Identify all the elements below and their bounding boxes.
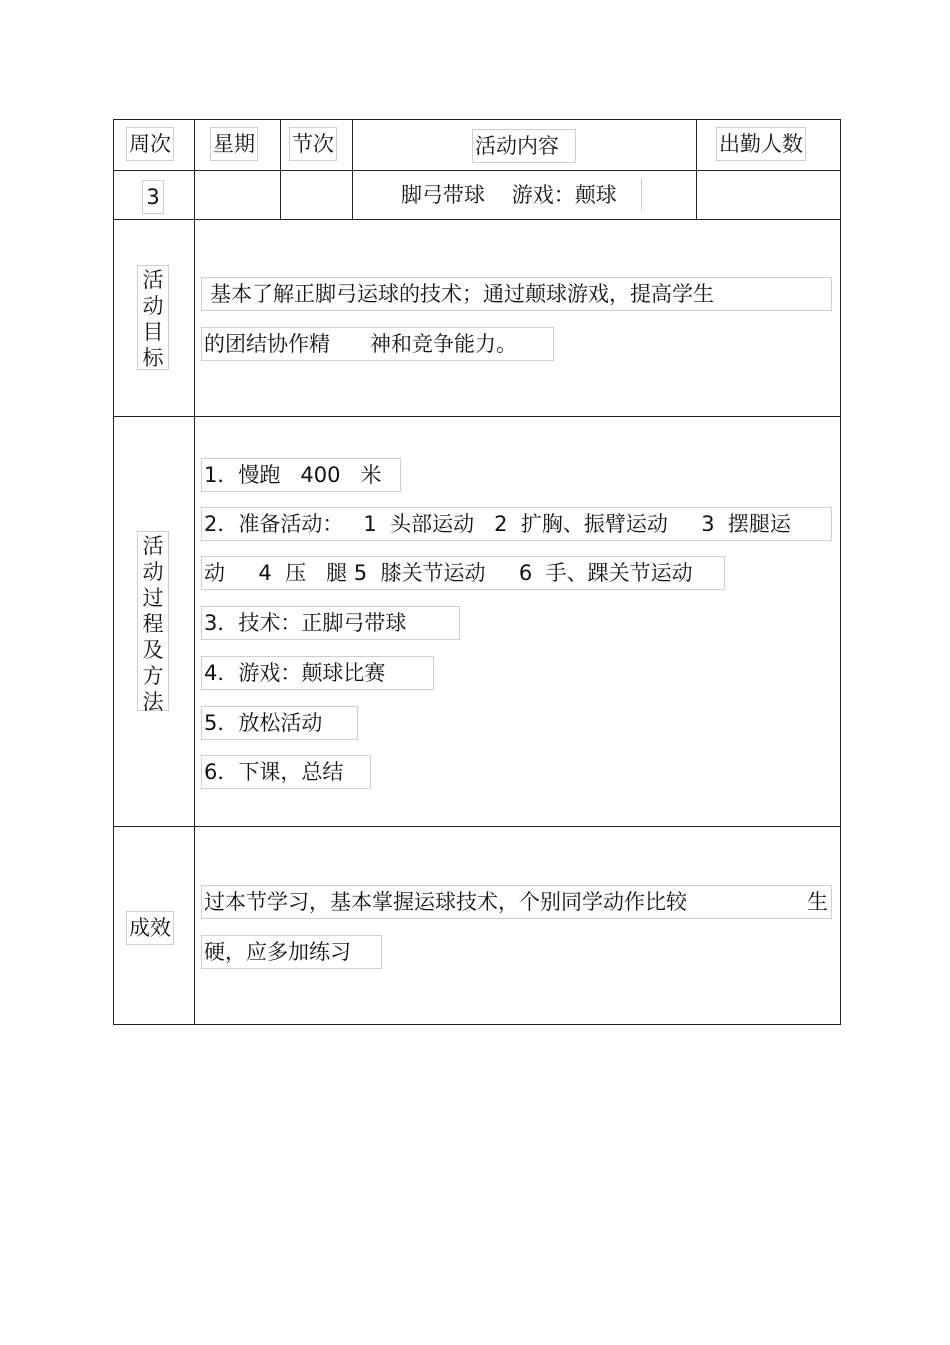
table-row-divider-1 xyxy=(113,170,841,171)
goal-line-1: 基本了解正脚弓运球的技术；通过颠球游戏，提高学生 xyxy=(201,277,832,311)
goal-line-2: 的团结协作精 神和竞争能力。 xyxy=(201,327,554,361)
header-period: 节次 xyxy=(289,127,337,161)
table-border-bottom xyxy=(113,1024,841,1025)
table-col-divider-1 xyxy=(194,119,195,1025)
table-border-right xyxy=(840,119,841,1025)
header-week: 周次 xyxy=(126,127,174,161)
goal-label: 活动目标 xyxy=(137,265,169,370)
process-item-7: 6．下课，总结 xyxy=(201,755,371,789)
table-row-divider-2 xyxy=(113,219,841,220)
table-col-divider-3 xyxy=(352,119,353,220)
process-item-4: 3．技术：正脚弓带球 xyxy=(201,606,460,640)
process-item-2: 2．准备活动： 1 头部运动 2 扩胸、振臂运动 3 摆腿运 xyxy=(201,507,832,541)
content-value: 脚弓带球 游戏：颠球 xyxy=(401,183,617,207)
week-value: 3 xyxy=(142,180,164,214)
header-content: 活动内容 xyxy=(472,129,576,163)
result-label: 成效 xyxy=(126,911,174,945)
process-label: 活动过程及方法 xyxy=(137,531,169,711)
header-attendance: 出勤人数 xyxy=(716,127,806,161)
result-line-2: 硬，应多加练习 xyxy=(201,935,382,969)
table-col-divider-2 xyxy=(280,119,281,220)
result-line-1-tail: 生 xyxy=(807,890,828,914)
table-col-divider-4 xyxy=(696,119,697,220)
table-row-divider-3 xyxy=(113,416,841,417)
table-border-left xyxy=(113,119,114,1025)
result-line-1: 过本节学习，基本掌握运球技术，个别同学动作比较 xyxy=(201,885,832,919)
process-item-1: 1．慢跑 400 米 xyxy=(201,458,401,492)
process-item-3: 动 4 压 腿 5 膝关节运动 6 手、踝关节运动 xyxy=(201,556,725,590)
table-border-top xyxy=(113,119,841,120)
table-row-divider-4 xyxy=(113,826,841,827)
process-item-6: 5．放松活动 xyxy=(201,706,358,740)
header-day: 星期 xyxy=(210,127,258,161)
content-value-fragment-edge xyxy=(641,178,642,211)
process-item-5: 4．游戏：颠球比赛 xyxy=(201,656,434,690)
